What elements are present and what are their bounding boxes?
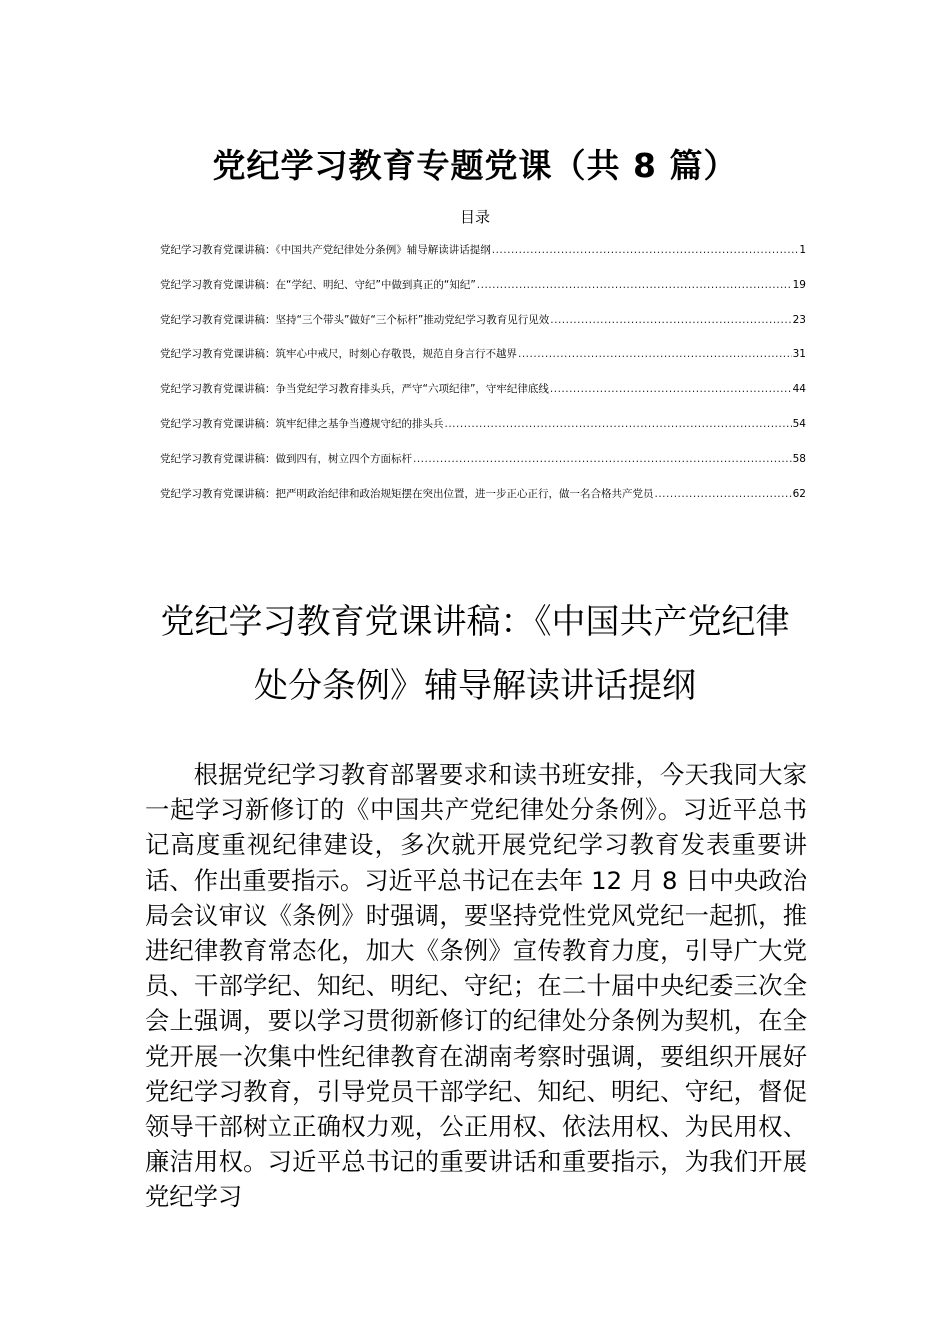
toc-entry-title: 党纪学习教育党课讲稿：争当党纪学习教育排头兵，严守“六项纪律”，守牢纪律底线 bbox=[160, 383, 549, 396]
toc-heading: 目录 bbox=[459, 208, 490, 226]
toc-entry[interactable] bbox=[160, 275, 806, 310]
toc-entry-title: 党纪学习教育党课讲稿：筑牢心中戒尺，时刻心存敬畏，规范自身言行不越界 bbox=[160, 348, 517, 361]
toc-page-number: 54 bbox=[792, 417, 806, 430]
toc-page-number: 1 bbox=[799, 244, 806, 256]
toc-entry[interactable] bbox=[160, 379, 806, 414]
toc-dot-leader bbox=[477, 275, 792, 295]
toc-entry-title: 党纪学习教育党课讲稿：筑牢纪律之基争当遵规守纪的排头兵 bbox=[160, 417, 444, 430]
toc-entry-title: 党纪学习教育党课讲稿：《中国共产党纪律处分条例》辅导解读讲话提纲 bbox=[160, 244, 491, 256]
toc-dot-leader bbox=[492, 240, 799, 260]
toc-dot-leader bbox=[550, 310, 791, 330]
toc-page-number: 31 bbox=[792, 348, 806, 361]
toc-entry[interactable] bbox=[160, 414, 806, 449]
toc-dot-leader bbox=[413, 449, 792, 469]
toc-entry-title: 党纪学习教育党课讲稿：在“学纪、明纪、守纪”中做到真正的“知纪” bbox=[160, 278, 476, 291]
toc-dot-leader bbox=[550, 379, 792, 399]
toc-page-number: 58 bbox=[792, 452, 806, 465]
toc-entry-title: 党纪学习教育党课讲稿：做到四有，树立四个方面标杆 bbox=[160, 452, 412, 465]
toc-entry[interactable] bbox=[160, 240, 806, 275]
document-title: 党纪学习教育专题党课（共 8 篇） bbox=[212, 146, 738, 185]
body-paragraph: 根据党纪学习教育部署要求和读书班安排，今天我同大家一起学习新修订的《中国共产党纪律处分条例》。习近平总书记高度重视纪律建设，多次就开展党纪学习教育发表重要讲话、作出重要指示。习近平总书记在去年 12 月 8 日中央政治局会议审议《条例》时强调，要坚持党性党风党纪一起抓，推进纪律教育常态化，加大《条例》宣传教育力度，引导广大党员、干部学纪、知纪、明纪、守纪；在二十届中央纪委三次全会上强调，要以学习贯彻新修订的纪律处分条例为契机，在全党开展一次集中性纪律教育在湖南考察时强调，要组织开展好党纪学习教育，引导党员干部学纪、知纪、明纪、守纪，督促领导干部树立正确权力观，公正用权、依法用权、为民用权、廉洁用权。习近平总书记的重要讲话和重要指示，为我们开展党纪学习 bbox=[145, 760, 807, 1212]
toc-entry-title: 党纪学习教育党课讲稿：坚持“三个带头”做好“三个标杆”推动党纪学习教育见行见效 bbox=[160, 313, 550, 326]
toc-dot-leader bbox=[655, 484, 792, 504]
toc-entry[interactable] bbox=[160, 310, 806, 345]
toc-page-number: 62 bbox=[792, 487, 806, 500]
toc-page-number: 44 bbox=[792, 383, 806, 396]
section-title: 党纪学习教育党课讲稿：《中国共产党纪律处分条例》辅导解读讲话提纲 bbox=[160, 602, 790, 706]
toc-dot-leader bbox=[445, 414, 792, 434]
table-of-contents bbox=[160, 240, 806, 518]
toc-entry[interactable] bbox=[160, 484, 806, 519]
toc-entry-title: 党纪学习教育党课讲稿：把严明政治纪律和政治规矩摆在突出位置，进一步正心正行，做一名合格共产党员 bbox=[160, 487, 654, 500]
toc-page-number: 23 bbox=[792, 313, 806, 326]
toc-page-number: 19 bbox=[792, 278, 806, 291]
toc-entry[interactable] bbox=[160, 449, 806, 484]
toc-entry[interactable] bbox=[160, 344, 806, 379]
toc-dot-leader bbox=[518, 344, 792, 364]
